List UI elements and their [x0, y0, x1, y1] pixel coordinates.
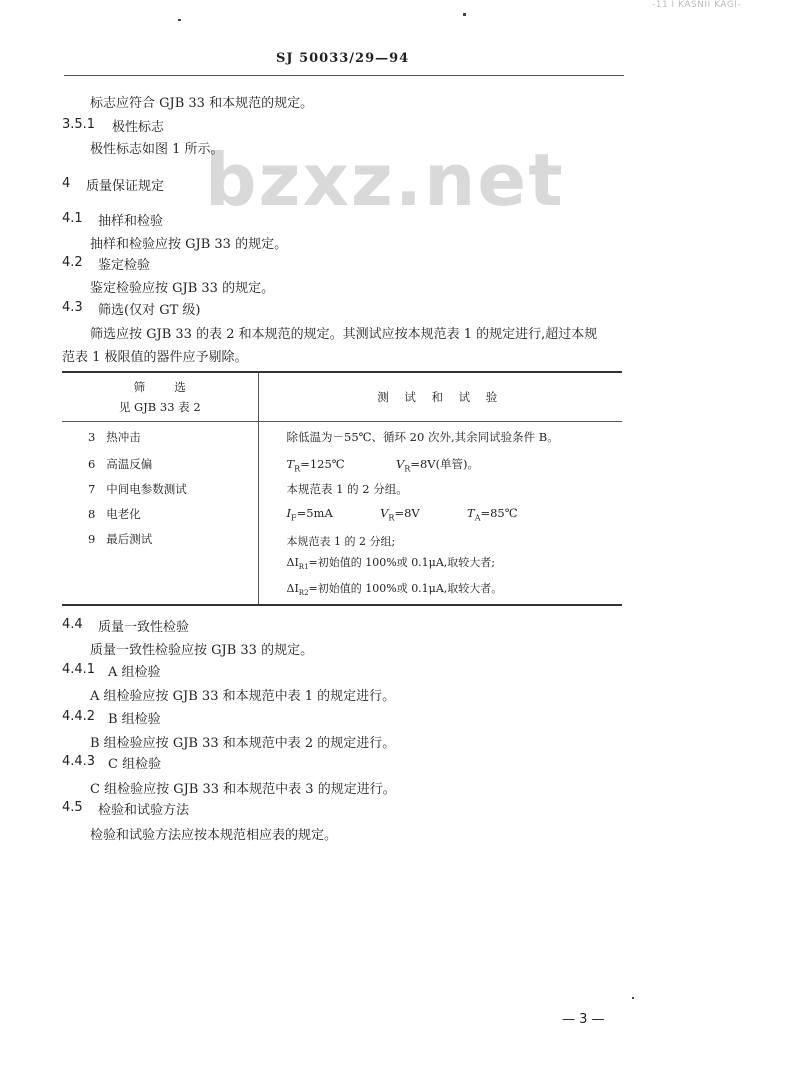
paragraph: 范表 1 极限值的器件应予剔除。: [62, 350, 248, 365]
top-corner-mark: -11 I KASNII KAGI-: [652, 0, 742, 10]
table-header-right: 测 试 和 试 验: [377, 390, 504, 404]
section-title: 抽样和检验: [98, 214, 164, 229]
paragraph: C 组检验应按 GJB 33 和本规范中表 3 的规定进行。: [90, 782, 396, 797]
scan-speck: [632, 997, 634, 999]
section-title: 检验和试验方法: [98, 803, 190, 818]
scan-speck: [178, 19, 181, 21]
section-number: 4.1: [62, 211, 83, 226]
document-number: SJ 50033/29—94: [276, 51, 410, 66]
paragraph: 质量一致性检验应按 GJB 33 的规定。: [90, 643, 314, 658]
paragraph: 鉴定检验应按 GJB 33 的规定。: [90, 281, 275, 296]
section-number: 4.4: [62, 617, 83, 632]
paragraph: 标志应符合 GJB 33 和本规范的规定。: [90, 96, 314, 111]
section-number: 3.5.1: [62, 117, 96, 132]
paragraph: A 组检验应按 GJB 33 和本规范中表 1 的规定进行。: [90, 689, 396, 704]
table-row: [62, 456, 622, 481]
paragraph: 抽样和检验应按 GJB 33 的规定。: [90, 237, 288, 252]
header-left-line2: 见 GJB 33 表 2: [118, 400, 201, 414]
table-row: [62, 506, 622, 531]
screen-item: 6 高温反偏: [62, 456, 258, 481]
screen-item: 3 热冲击: [62, 422, 258, 457]
section-number: 4.5: [62, 800, 83, 815]
section-number: 4.2: [62, 255, 83, 270]
table-row: [62, 531, 622, 605]
section-number: 4: [62, 176, 71, 191]
section-number: 4.3: [62, 300, 83, 315]
screen-spec: $I_F=5mA$ $V_R=8V$ $T_A=85℃$: [286, 506, 518, 523]
paragraph: 极性标志如图 1 所示。: [90, 142, 224, 157]
section-title: 筛选(仅对 GT 级): [98, 303, 201, 318]
screen-spec: 本规范表 1 的 2 分组。: [286, 482, 408, 496]
section-title: B 组检验: [108, 712, 161, 727]
paragraph: B 组检验应按 GJB 33 和本规范中表 2 的规定进行。: [90, 736, 396, 751]
section-title: C 组检验: [108, 757, 162, 772]
section-title: 极性标志: [112, 120, 165, 135]
header-rule: [64, 75, 624, 76]
screen-spec: $T_R=125℃$ $V_R=8V$(单管)。: [286, 457, 480, 474]
table-header-left: [62, 372, 258, 422]
table-row: [62, 422, 622, 457]
section-title: 鉴定检验: [98, 258, 151, 273]
screen-item: 9 最后测试: [62, 531, 258, 605]
section-title: 质量一致性检验: [98, 620, 190, 635]
screening-table: [62, 371, 622, 606]
section-number: 4.4.1: [62, 662, 96, 677]
screen-spec: 除低温为－55℃、循环 20 次外,其余同试验条件 B。: [286, 430, 559, 444]
screen-spec: 本规范表 1 的 2 分组; $\Delta I_{R1}=$初始值的 100%或 0.1μA,取较大者; $\Delta I_{R2}=$初始值的 100%或 0.1μA,取较大者。: [286, 535, 503, 598]
paragraph: 筛选应按 GJB 33 的表 2 和本规范的规定。其测试应按本规范表 1 的规定进行,超过本规: [90, 327, 598, 342]
section-title: A 组检验: [108, 665, 161, 680]
table-row: [62, 481, 622, 506]
scan-speck: [463, 13, 466, 16]
paragraph: 检验和试验方法应按本规范相应表的规定。: [90, 828, 338, 843]
section-number: 4.4.3: [62, 754, 96, 769]
section-number: 4.4.2: [62, 709, 96, 724]
page-number: — 3 —: [562, 1012, 605, 1027]
header-left-line1: 筛 选: [133, 380, 186, 394]
watermark: bzxz.net: [205, 138, 565, 222]
screen-item: 8 电老化: [62, 506, 258, 531]
screen-item: 7 中间电参数测试: [62, 481, 258, 506]
section-title: 质量保证规定: [86, 179, 165, 194]
